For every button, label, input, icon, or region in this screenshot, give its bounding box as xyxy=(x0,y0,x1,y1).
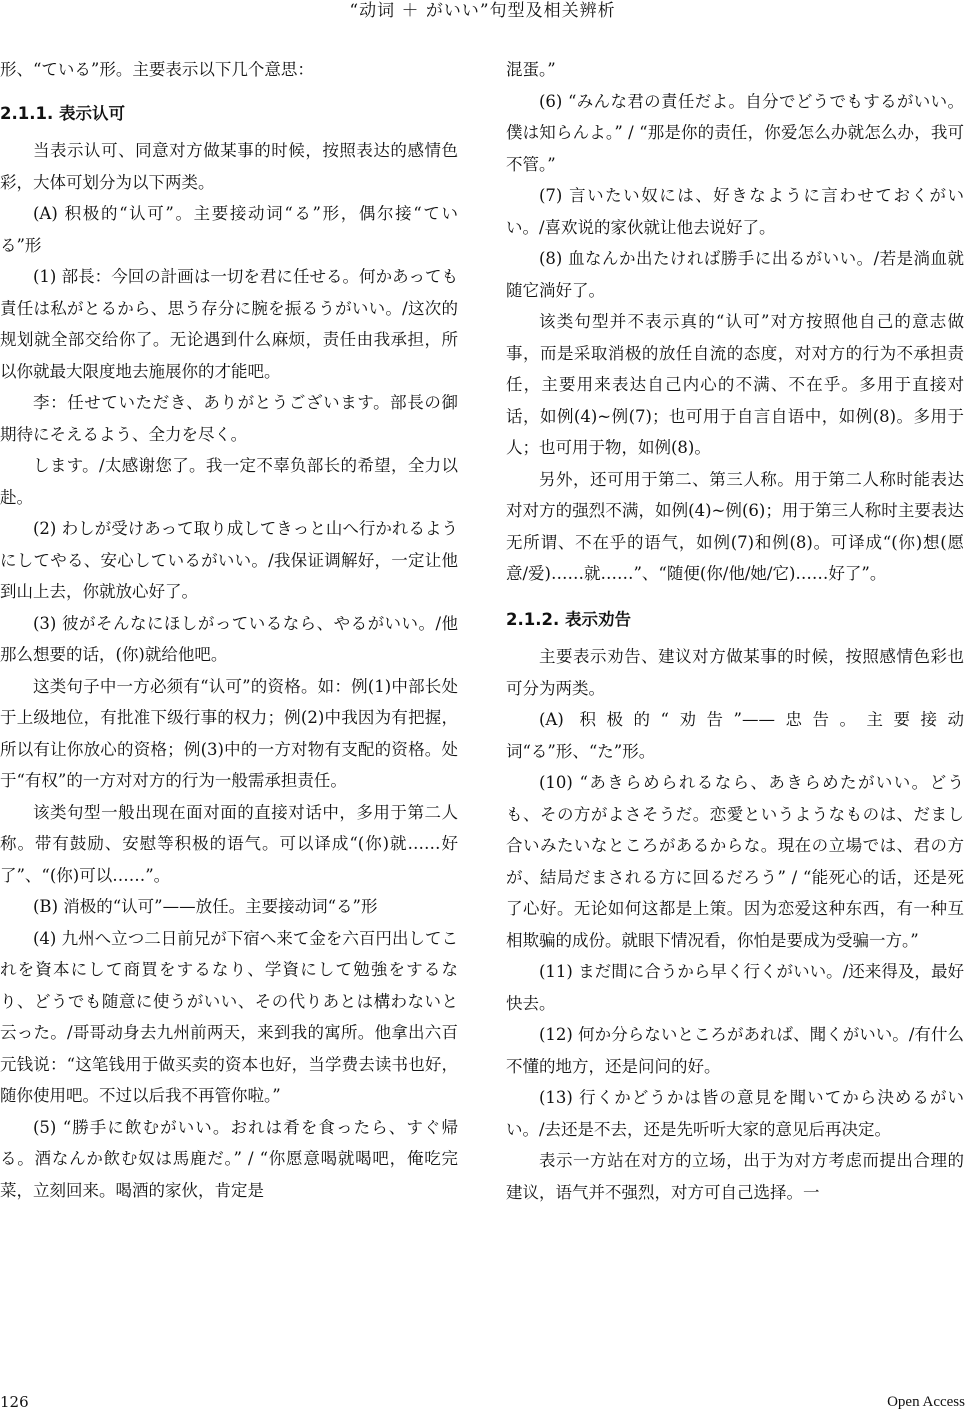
example-7: (7) 言いたい奴には、好きなように言わせておくがいい。/喜欢说的家伙就让他去说好了。 xyxy=(506,186,964,237)
example-3: (3) 彼がそんなにほしがっているなら、やるがいい。/他那么想要的话，(你)就给他吧。 xyxy=(0,613,458,664)
paragraph: 这类句子中一方必须有“认可”的资格。如：例(1)中部长处于上级地位，有批准下级行事的权力；例(2)中我因为有把握，所以有让你放心的资格；例(3)中的一方对物有支配的资格。处于“有权”的一方对对方的行为一般需承担责任。 xyxy=(0,676,458,790)
paragraph: 表示一方站在对方的立场，出于为对方考虑而提出合理的建议，语气并不强烈，对方可自己选择。一 xyxy=(506,1151,964,1202)
subsection-b-negative-approval: (B) 消极的“认可”——放任。主要接动词“る”形 xyxy=(33,897,378,916)
example-1-reply-translation: します。/太感谢您了。我一定不辜负部长的希望，全力以赴。 xyxy=(0,456,458,507)
paragraph: 该类句型一般出现在面对面的直接对话中，多用于第二人称。带有鼓励、安慰等积极的语气。可以译成“(你)就……好了”、“(你)可以……”。 xyxy=(0,802,458,885)
paragraph: 另外，还可用于第二、第三人称。用于第二人称时能表达对对方的强烈不满，如例(4)~例(6)；用于第三人称时主要表达无所谓、不在乎的语气，如例(7)和例(8)。可译成“(你)想(愿意/爱)……就……”、“随便(你/他/她/它)……好了”。 xyxy=(506,469,964,583)
example-2: (2) わしが受けあって取り成してきっと山へ行かれるようにしてやる、安心しているがいい。/我保证调解好，一定让他到山上去，你就放心好了。 xyxy=(0,519,458,601)
journal-name: Open Access xyxy=(887,1394,965,1410)
paragraph: 混蛋。” xyxy=(506,60,556,79)
right-column xyxy=(506,54,964,1208)
running-head-title: “动词 ＋ がいい”句型及相关辨析 xyxy=(349,1,616,21)
subsection-a-positive-approval: (A) 积极的“认可”。主要接动词“る”形，偶尔接“ている”形 xyxy=(0,204,458,255)
example-12: (12) 何か分らないところがあれば、聞くがいい。/有什么不懂的地方，还是问问的好。 xyxy=(506,1025,964,1076)
example-11: (11) まだ間に合うから早く行くがいい。/还来得及，最好快去。 xyxy=(506,962,964,1013)
example-1: (1) 部長：今回の計画は一切を君に任せる。何かあっても責任は私がとるから、思う存分に腕を振るうがいい。/这次的规划就全部交给你了。无论遇到什么麻烦，责任由我承担，所以你就最大限度地去施展你的才能吧。 xyxy=(0,267,458,381)
section-heading-2-1-2: 2.1.2. 表示劝告 xyxy=(506,609,631,629)
paragraph: 该类句型并不表示真的“认可”对方按照他自己的意志做事，而是采取消极的放任自流的态度，对对方的行为不承担责任，主要用来表达自己内心的不满、不在乎。多用于直接对话，如例(4)~例(7)；也可用于自言自语中，如例(8)。多用于人；也可用于物，如例(8)。 xyxy=(506,312,964,457)
example-6: (6) “みんな君の責任だよ。自分でどうでもするがいい。僕は知らんよ。” / “那是你的责任，你爱怎么办就怎么办，我可不管。” xyxy=(506,91,964,174)
page-number: 126 xyxy=(0,1393,29,1411)
paragraph: 当表示认可、同意对方做某事的时候，按照表达的感情色彩，大体可划分为以下两类。 xyxy=(0,141,458,192)
example-5: (5) “勝手に飲むがいい。おれは肴を食ったら、すぐ帰る。酒なんか飲む奴は馬鹿だ。” / “你愿意喝就喝吧，俺吃完菜，立刻回来。喝酒的家伙，肯定是 xyxy=(0,1117,458,1200)
example-1-reply: 李：任せていただき、ありがとうございます。部長の御期待にそえるよう、全力を尽く。 xyxy=(0,393,458,444)
left-column xyxy=(0,54,458,1206)
paragraph: 形、“ている”形。主要表示以下几个意思： xyxy=(0,60,314,79)
example-13: (13) 行くかどうかは皆の意見を聞いてから決めるがいい。/去还是不去，还是先听听大家的意见后再决定。 xyxy=(506,1088,964,1139)
section-heading-2-1-1: 2.1.1. 表示认可 xyxy=(0,103,125,123)
subsection-a-positive-advice: (A) 积极的“劝告”——忠告。主要接动词“る”形、“た”形。 xyxy=(506,710,964,761)
paragraph: 主要表示劝告、建议对方做某事的时候，按照感情色彩也可分为两类。 xyxy=(506,647,964,698)
example-8: (8) 血なんか出たければ勝手に出るがいい。/若是淌血就随它淌好了。 xyxy=(506,249,964,300)
example-10: (10) “あきらめられるなら、あきらめたがいい。どうも、その方がよさそうだ。恋愛というようなものは、だまし合いみたいなところがあるからな。現在の立場では、君の方が、結局だまされる方に回るだろう” / “能死心的话，还是死了心好。无论如何这都是上策。因为恋爱这种东西，有一种互相欺骗的成份。就眼下情况看，你怕是要成为受骗一方。” xyxy=(506,773,964,950)
example-4: (4) 九州へ立つ二日前兄が下宿へ来て金を六百円出してこれを資本にして商買をするなり、学資にして勉強をするなり、どうでも随意に使うがいい、その代りあとは構わないと云った。/哥哥动身去九州前两天，来到我的寓所。他拿出六百元钱说：“这笔钱用于做买卖的资本也好，当学费去读书也好，随你使用吧。不过以后我不再管你啦。” xyxy=(0,928,459,1105)
